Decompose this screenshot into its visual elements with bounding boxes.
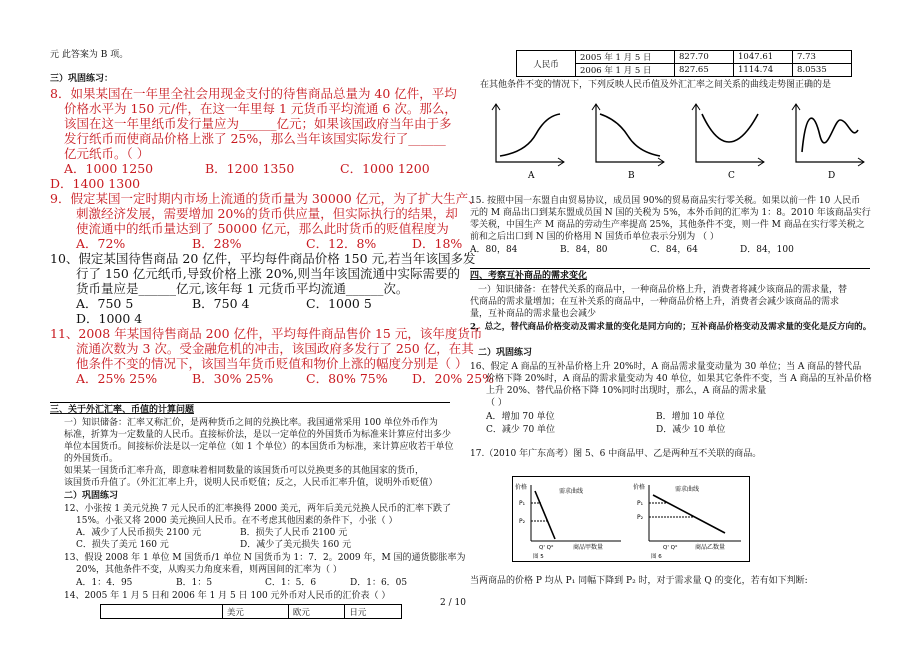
q16-line-4: （ ）: [486, 398, 507, 408]
q16-option-a: A．增加 70 单位: [486, 412, 555, 422]
q10-option-a: A．750 5: [76, 296, 134, 311]
q16-option-d: D．减少 10 单位: [656, 425, 726, 435]
section-title-complement: 四、考察互补商品的需求变化: [470, 271, 588, 281]
q10-line-3: 货币量应是______亿元,该年每 1 元货币平均流通______次。: [76, 281, 409, 296]
fig6-p2: P₂: [637, 514, 644, 521]
fig5-p1: P₁: [519, 500, 526, 507]
row1-date: 2005 年 1 月 5 日: [576, 51, 675, 64]
q12-line-1: 12、小张按 1 美元兑换 7 元人民币的汇率换得 2000 美元，两年后美元兑换人民币的汇率下跌了: [64, 504, 451, 514]
fig6-q: Q' Q°: [663, 545, 678, 551]
q12-option-d: D．减少了美元损失 160 元: [240, 540, 352, 550]
fig5-p2: P₂: [519, 518, 526, 525]
exchange-table-head: [100, 604, 402, 619]
rmb-label: 人民币: [517, 51, 576, 77]
fig5-caption: 图 5: [533, 554, 544, 560]
row2-usd: 827.65: [675, 64, 734, 77]
q8-line-1: 8．如果某国在一年里全社会用现金支付的待售商品总量为 40 亿件，平均: [50, 86, 457, 101]
q8-option-c: C．1000 1200: [340, 161, 430, 176]
fx-text-5: 如果某一国货币汇率升高，即意味着相同数量的该国货币可以兑换更多的其他国家的货币，: [64, 466, 425, 476]
fig5-ylabel: 价格: [515, 484, 528, 491]
q13-option-c: C．1：5．6: [265, 578, 317, 588]
section-title-practice: 三）巩固练习：: [50, 74, 114, 84]
q15-line-3: 零关税，中国生产 M 商品的劳动生产率提高 25%，其他条件不变，则一件 M 商品在实行零关税之: [470, 220, 865, 230]
fig6-curve-label: 需求曲线: [675, 486, 700, 493]
curve-b: [600, 114, 660, 156]
q9-line-2: 刺激经济发展，需要增加 20%的货币供应量，但实际执行的结果，却: [76, 206, 458, 221]
q15-line-2: 元的 M 商品出口到某东盟成员国 N 国的关税为 5%，本外币间的汇率为 1：8。2010 年该商品实行: [470, 208, 871, 218]
row2-eur: 1114.74: [734, 64, 793, 77]
fig5-q: Q' Q°: [539, 545, 554, 551]
q14-tail: 在其他条件不变的情况下，下列反映人民币值及外汇汇率之间关系的曲线走势图正确的是: [480, 80, 832, 90]
q11-option-d-visible: D．20% 25%: [412, 371, 495, 386]
q11-option-a: A．25% 25%: [76, 371, 158, 386]
q15-option-a: A．80，84: [470, 245, 518, 255]
fig6-ylabel: 价格: [633, 484, 646, 491]
rmb-rate-table: [516, 50, 852, 77]
q8-option-b: B．1200 1350: [205, 161, 295, 176]
q11-option-b: B．30% 25%: [192, 371, 274, 386]
q9-option-d: D．18%: [412, 236, 463, 251]
row2-jpy: 8.0535: [793, 64, 852, 77]
q15-option-c: C．84，64: [650, 245, 698, 255]
q10-line-1: 10、假定某国待售商品 20 亿件，平均每件商品价格 150 元,若当年该国多发: [50, 251, 476, 266]
q11-line-2: 流通次数为 3 次。受金融危机的冲击，该国政府多发行了 250 亿，在其: [76, 341, 474, 356]
q15-line-1: 15. 按照中国一东盟自由贸易协议，成员国 90%的贸易商品实行零关税。如果以前一件 10 人民币: [470, 196, 861, 206]
q16-option-c: C．减少 70 单位: [486, 425, 556, 435]
q17-tail: 当两商品的价格 P 均从 P₁ 同幅下降到 P₂ 时，对于需求量 Q 的变化，若有如下判断:: [470, 576, 808, 586]
q10-option-b: B．750 4: [192, 296, 250, 311]
q9-option-a: A．72%: [76, 236, 126, 251]
q9-option-b: B．28%: [192, 236, 242, 251]
q11-line-3: 他条件不变的情况下，该国当年货币贬值和物价上涨的幅度分别是（ ）: [76, 356, 468, 371]
fx-text-2: 标准，折算为一定数量的人民币。直接标价法，是以一定单位的外国货币为标准来计算应付出多少: [64, 430, 452, 440]
fig5-xlabel: 商品甲数量: [573, 544, 604, 551]
q12-option-a: A．减少了人民币损失 2100 元: [76, 528, 202, 538]
q10-option-d: D．1000 4: [76, 311, 143, 326]
fx-subtitle: 二）巩固练习: [64, 491, 119, 501]
fx-text-1: 一）知识储备：汇率又称汇价，是两种货币之间的兑换比率。我国通常采用 100 单位外币作为: [64, 418, 438, 428]
fig5-demand-curve: [535, 491, 555, 539]
q16-line-3: 上升 20%、替代品价格下降 10%同时出现时，那么，A 商品的需求量: [486, 386, 767, 396]
q10-line-2: 行了 150 亿元纸币,导致价格上涨 20%,则当年该国流通中实际需要的: [76, 266, 461, 281]
fx-text-4: 的外国货币。: [64, 454, 119, 464]
q16-option-b: B．增加 10 单位: [656, 412, 725, 422]
fig6-xlabel: 商品乙数量: [695, 544, 726, 551]
q11-line-1: 11、2008 年某国待售商品 200 亿件，平均每件商品售价 15 元，该年度货币: [50, 326, 483, 341]
q13-line-2: 20%，其他条件不变，从购买力角度来看，则两国间的汇率为（ ）: [76, 565, 342, 575]
curve-label-d: D: [828, 171, 836, 180]
q16-line-2: 价格下降 20%时，A 商品的需求量变动为 40 单位，如果其它条件不变，当 A 商品的互补品价格: [486, 374, 872, 384]
right-column: [460, 0, 920, 650]
fig5-curve-label: 需求曲线: [559, 488, 584, 495]
curve-chart-c: [688, 100, 768, 180]
curve-a: [500, 114, 560, 156]
q12-line-2: 15%。小张又将 2000 美元换回人民币。在不考虑其他因素的条件下，小张（ ）: [76, 516, 398, 526]
divider: [50, 402, 450, 403]
q13-option-a: A．1：4．95: [76, 578, 133, 588]
q13-line-1: 13、假设 2008 年 1 单位 M 国货币/1 单位 N 国货币为 1：7．2。2009 年，M 国的通货膨胀率为: [64, 553, 466, 563]
curve-label-a: A: [528, 171, 535, 180]
s4-text-3: 量，互补商品的需求量也会减少: [470, 309, 597, 319]
fig6-p1: P₁: [637, 500, 644, 507]
curve-label-c: C: [728, 171, 735, 180]
q8-line-5: 亿元纸币。（ ）: [64, 146, 150, 161]
q13-option-b: B．1：5: [176, 578, 213, 588]
q8-line-4: 发行纸币而使商品价格上涨了 25%，那么当年该国实际发行了______: [64, 131, 446, 146]
page-number: 2 / 10: [440, 598, 466, 608]
section-title-exchange: 三、关于外汇汇率、币值的计算问题: [50, 405, 195, 415]
curve-chart-d: [788, 100, 868, 180]
table-head-jpy: 日元: [345, 605, 402, 619]
q9-line-3: 使流通中的纸币量达到了 50000 亿元，那么此时货币的贬值程度为: [76, 221, 449, 236]
s4-bold: 2，总之，替代商品价格变动及需求量的变化是同方向的；互补商品价格变动及需求量的变化是反方向的。: [470, 322, 872, 332]
q15-option-b: B．84，80: [560, 245, 608, 255]
q15-option-d: D．84，100: [740, 245, 794, 255]
curve-chart-a: [488, 100, 568, 180]
table-head-empty: [101, 605, 223, 619]
s4-subtitle: 二）巩固练习: [478, 348, 533, 358]
q14-text: 14、2005 年 1 月 5 日和 2006 年 1 月 5 日 100 元外币对人民币的汇价表（ ）: [64, 591, 391, 601]
q17-text: 17.（2010 年广东高考）图 5、6 中商品甲、乙是两种互不关联的商品。: [470, 449, 762, 459]
q15-line-4: 前和之后出口到 N 国的价格用 N 国货币单位表示分别为 （ ）: [470, 232, 719, 242]
table-head-usd: 美元: [222, 605, 288, 619]
fig6-caption: 图 6: [651, 554, 662, 560]
top-line: 元 此答案为 B 项。: [50, 50, 129, 60]
q13-option-d: D．1：6．05: [350, 578, 408, 588]
fx-text-6: 该国货币升值了。（外汇汇率上升，说明人民币贬值；反之，人民币汇率升值，说明外币贬值）: [64, 478, 438, 488]
q9-option-c: C．12．8%: [306, 236, 377, 251]
curve-chart-b: [588, 100, 668, 180]
q8-option-a: A．1000 1250: [64, 161, 154, 176]
s4-text-2: 代商品的需求量增加；在互补关系的商品中，一种商品价格上升，消费者会减少该商品的需求: [470, 297, 840, 307]
q12-option-c: C．损失了美元 160 元: [76, 540, 169, 550]
q8-line-3: 该国在这一年里纸币发行量应为______亿元；如果该国政府当年由于多: [64, 116, 452, 131]
s4-text-1: 一）知识储备：在替代关系的商品中，一种商品价格上升，消费者将减少该商品的需求量，替: [478, 285, 848, 295]
row1-eur: 1047.61: [734, 51, 793, 64]
row2-date: 2006 年 1 月 5 日: [576, 64, 675, 77]
curve-c: [702, 114, 758, 142]
table-row: [517, 51, 852, 64]
q12-option-b: B．损失了人民币 2100 元: [240, 528, 348, 538]
q10-option-c: C．1000 5: [306, 296, 372, 311]
q8-line-2: 价格水平为 150 元/件，在这一年里每 1 元货币平均流通 6 次。那么，: [64, 101, 457, 116]
divider-2: [470, 268, 870, 269]
q16-line-1: 16、假定 A 商品的互补品价格上升 20%时，A 商品需求量变动量为 30 单位；当 A 商品的替代品: [470, 362, 862, 372]
row1-jpy: 7.73: [793, 51, 852, 64]
curve-d: [802, 118, 858, 152]
curve-label-b: B: [628, 171, 635, 180]
q11-option-c: C．80% 75%: [306, 371, 388, 386]
q9-line-1: 9．假定某国一定时期内市场上流通的货币量为 30000 亿元，为了扩大生产、: [50, 191, 481, 206]
table-head-eur: 欧元: [288, 605, 345, 619]
figures-5-6: [512, 476, 750, 562]
fig6-demand-curve: [653, 495, 725, 533]
q8-option-d: D．1400 1300: [50, 176, 141, 191]
fx-text-3: 单位本国货币。间接标价法是以一定单位（如 1 个单位）的本国货币为标准，来计算应收若干单位: [64, 442, 454, 452]
row1-usd: 827.70: [675, 51, 734, 64]
